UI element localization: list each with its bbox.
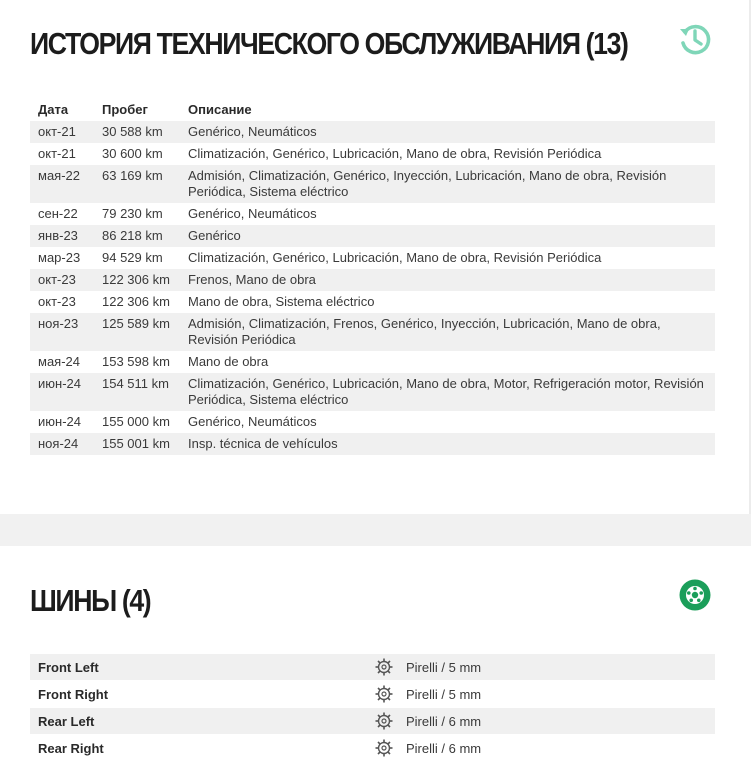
row-date: окт-23: [38, 294, 76, 309]
table-header-row: [30, 97, 715, 121]
tire-row-front-left: [30, 654, 715, 680]
row-date: июн-24: [30, 373, 94, 411]
section-divider: [0, 514, 751, 546]
column-header-mileage: Пробег: [102, 101, 148, 117]
row-description: Insp. técnica de vehículos: [180, 433, 715, 455]
row-date: янв-23: [30, 225, 94, 247]
row-date: окт-21: [30, 121, 94, 143]
tire-position: Front Left: [38, 659, 99, 675]
column-header-date: Дата: [38, 101, 69, 117]
tire-spec: Pirelli / 5 mm: [406, 659, 482, 675]
row-mileage: 122 306 km: [102, 294, 170, 309]
row-description: Climatización, Genérico, Lubricación, Mano de obra, Motor, Refrigeración motor, Revisión Periódica, Sistema eléctrico: [180, 373, 715, 411]
row-mileage: 154 511 km: [94, 373, 180, 411]
row-date: мая-22: [30, 165, 94, 203]
tire-spec: Pirelli / 6 mm: [406, 713, 482, 729]
row-date: ноя-23: [30, 313, 94, 351]
gear-icon: [374, 738, 394, 758]
row-mileage: 125 589 km: [94, 313, 180, 351]
row-description: Genérico, Neumáticos: [188, 414, 317, 429]
table-row: [30, 225, 715, 247]
row-mileage: 86 218 km: [94, 225, 180, 247]
tires-card: [0, 546, 749, 784]
row-description: Admisión, Climatización, Frenos, Genérico, Inyección, Lubricación, Mano de obra, Revisión Periódica: [180, 313, 715, 351]
row-mileage: 30 600 km: [102, 146, 163, 161]
table-row: [30, 433, 715, 455]
tire-list: [30, 654, 715, 762]
tire-row-rear-left: [30, 708, 715, 734]
row-date: июн-24: [38, 414, 81, 429]
row-date: ноя-24: [30, 433, 94, 455]
row-mileage: 79 230 km: [102, 206, 163, 221]
gear-icon: [374, 711, 394, 731]
maintenance-history-title: ИСТОРИЯ ТЕХНИЧЕСКОГО ОБСЛУЖИВАНИЯ (13): [30, 26, 628, 61]
row-description: Genérico, Neumáticos: [188, 206, 317, 221]
table-row: [30, 165, 715, 203]
row-date: окт-23: [30, 269, 94, 291]
row-date: мая-24: [38, 354, 80, 369]
row-date: мар-23: [38, 250, 81, 265]
row-mileage: 63 169 km: [94, 165, 180, 203]
table-row: [30, 351, 715, 373]
row-mileage: 122 306 km: [94, 269, 180, 291]
table-row: [30, 373, 715, 411]
row-mileage: 155 000 km: [102, 414, 170, 429]
tire-row-front-right: [30, 681, 715, 707]
tire-row-rear-right: [30, 735, 715, 761]
row-description: Mano de obra, Sistema eléctrico: [188, 294, 375, 309]
maintenance-history-table: [30, 97, 715, 455]
tire-position: Rear Left: [38, 713, 95, 729]
row-date: сен-22: [38, 206, 78, 221]
table-row: [30, 313, 715, 351]
history-clock-icon: [677, 21, 713, 57]
row-description: Climatización, Genérico, Lubricación, Mano de obra, Revisión Periódica: [188, 146, 602, 161]
tire-wheel-icon: [678, 578, 712, 612]
table-row: [30, 411, 715, 433]
row-description: Mano de obra: [188, 354, 269, 369]
row-mileage: 153 598 km: [102, 354, 170, 369]
row-description: Admisión, Climatización, Genérico, Inyección, Lubricación, Mano de obra, Revisión Periódica, Sistema eléctrico: [180, 165, 715, 203]
table-row: [30, 121, 715, 143]
column-header-description: Описание: [188, 101, 252, 117]
row-description: Climatización, Genérico, Lubricación, Mano de obra, Revisión Periódica: [188, 250, 602, 265]
table-row: [30, 143, 715, 165]
row-mileage: 94 529 km: [102, 250, 163, 265]
row-mileage: 30 588 km: [94, 121, 180, 143]
tire-spec: Pirelli / 5 mm: [406, 686, 482, 702]
tires-title: ШИНЫ (4): [30, 583, 151, 618]
gear-icon: [374, 657, 394, 677]
gear-icon: [374, 684, 394, 704]
tire-position: Front Right: [38, 686, 109, 702]
tire-spec: Pirelli / 6 mm: [406, 740, 482, 756]
row-description: Genérico, Neumáticos: [180, 121, 715, 143]
table-row: [30, 269, 715, 291]
table-row: [30, 291, 715, 313]
table-row: [30, 247, 715, 269]
row-mileage: 155 001 km: [94, 433, 180, 455]
row-date: окт-21: [38, 146, 76, 161]
tire-position: Rear Right: [38, 740, 104, 756]
row-description: Genérico: [180, 225, 715, 247]
row-description: Frenos, Mano de obra: [180, 269, 715, 291]
table-row: [30, 203, 715, 225]
